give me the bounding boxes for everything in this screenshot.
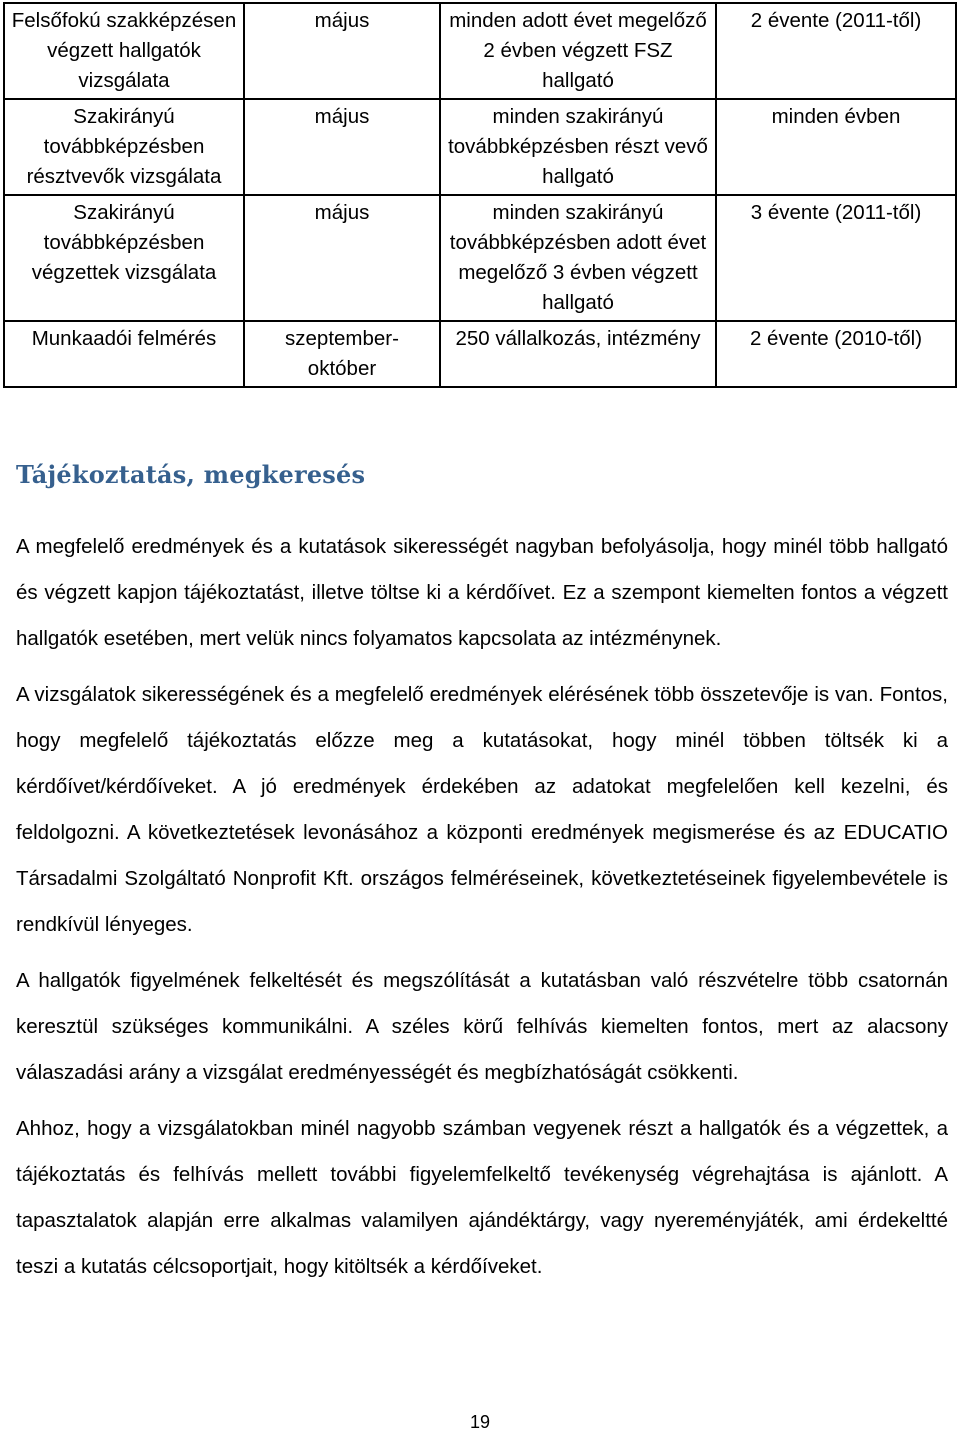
survey-name-cell: Munkaadói felmérés: [4, 321, 244, 387]
frequency-cell: minden évben: [716, 99, 956, 195]
survey-name-cell: Felsőfokú szakképzésen végzett hallgatók vizsgálata: [4, 3, 244, 99]
month-cell: május: [244, 195, 440, 321]
table-row: [4, 3, 956, 99]
frequency-cell: 3 évente (2011-től): [716, 195, 956, 321]
frequency-cell: 2 évente (2010-től): [716, 321, 956, 387]
frequency-cell: 2 évente (2011-től): [716, 3, 956, 99]
table-row: [4, 99, 956, 195]
target-group-cell: 250 vállalkozás, intézmény: [440, 321, 716, 387]
body-text: [16, 524, 948, 1300]
month-cell: szeptember-október: [244, 321, 440, 387]
target-group-cell: minden adott évet megelőző 2 évben végzett FSZ hallgató: [440, 3, 716, 99]
table-row: [4, 195, 956, 321]
survey-name-cell: Szakirányú továbbképzésben résztvevők vizsgálata: [4, 99, 244, 195]
paragraph: A megfelelő eredmények és a kutatások sikerességét nagyban befolyásolja, hogy minél több hallgató és végzett kapjon tájékoztatást, illetve töltse ki a kérdőívet. Ez a szempont kiemelten fontos a végzett hallgatók esetében, mert velük nincs folyamatos kapcsolata az intézménynek.: [16, 535, 948, 650]
month-cell: május: [244, 3, 440, 99]
section-heading: Tájékoztatás, megkeresés: [16, 460, 366, 489]
month-cell: május: [244, 99, 440, 195]
page-number: 19: [469, 1412, 491, 1432]
table-row: [4, 321, 956, 387]
paragraph: A vizsgálatok sikerességének és a megfelelő eredmények elérésének több összetevője is van. Fontos, hogy megfelelő tájékoztatás előzze meg a kutatásokat, hogy minél többen töltsék ki a kérdőívet/kérdőíveket. A jó eredmények érdekében az adatokat megfelelően kell kezelni, és feldolgozni. A következtetések levonásához a központi eredmények megismerése és az EDUCATIO Társadalmi Szolgáltató Nonprofit Kft. országos felméréseinek, következtetéseinek figyelembevétele is rendkívül lényeges.: [16, 683, 948, 936]
target-group-cell: minden szakirányú továbbképzésben adott évet megelőző 3 évben végzett hallgató: [440, 195, 716, 321]
survey-name-cell: Szakirányú továbbképzésben végzettek vizsgálata: [4, 195, 244, 321]
paragraph: A hallgatók figyelmének felkeltését és megszólítását a kutatásban való részvételre több csatornán keresztül szükséges kommunikálni. A széles körű felhívás kiemelten fontos, mert az alacsony válaszadási arány a vizsgálat eredményességét és megbízhatóságát csökkenti.: [16, 969, 948, 1084]
paragraph: Ahhoz, hogy a vizsgálatokban minél nagyobb számban vegyenek részt a hallgatók és a végzettek, a tájékoztatás és felhívás mellett további figyelemfelkeltő tevékenység végrehajtása is ajánlott. A tapasztalatok alapján erre alkalmas valamilyen ajándéktárgy, vagy nyereményjáték, ami érdekeltté teszi a kutatás célcsoportjait, hogy kitöltsék a kérdőíveket.: [16, 1117, 948, 1278]
survey-schedule-table: [3, 2, 957, 388]
target-group-cell: minden szakirányú továbbképzésben részt vevő hallgató: [440, 99, 716, 195]
